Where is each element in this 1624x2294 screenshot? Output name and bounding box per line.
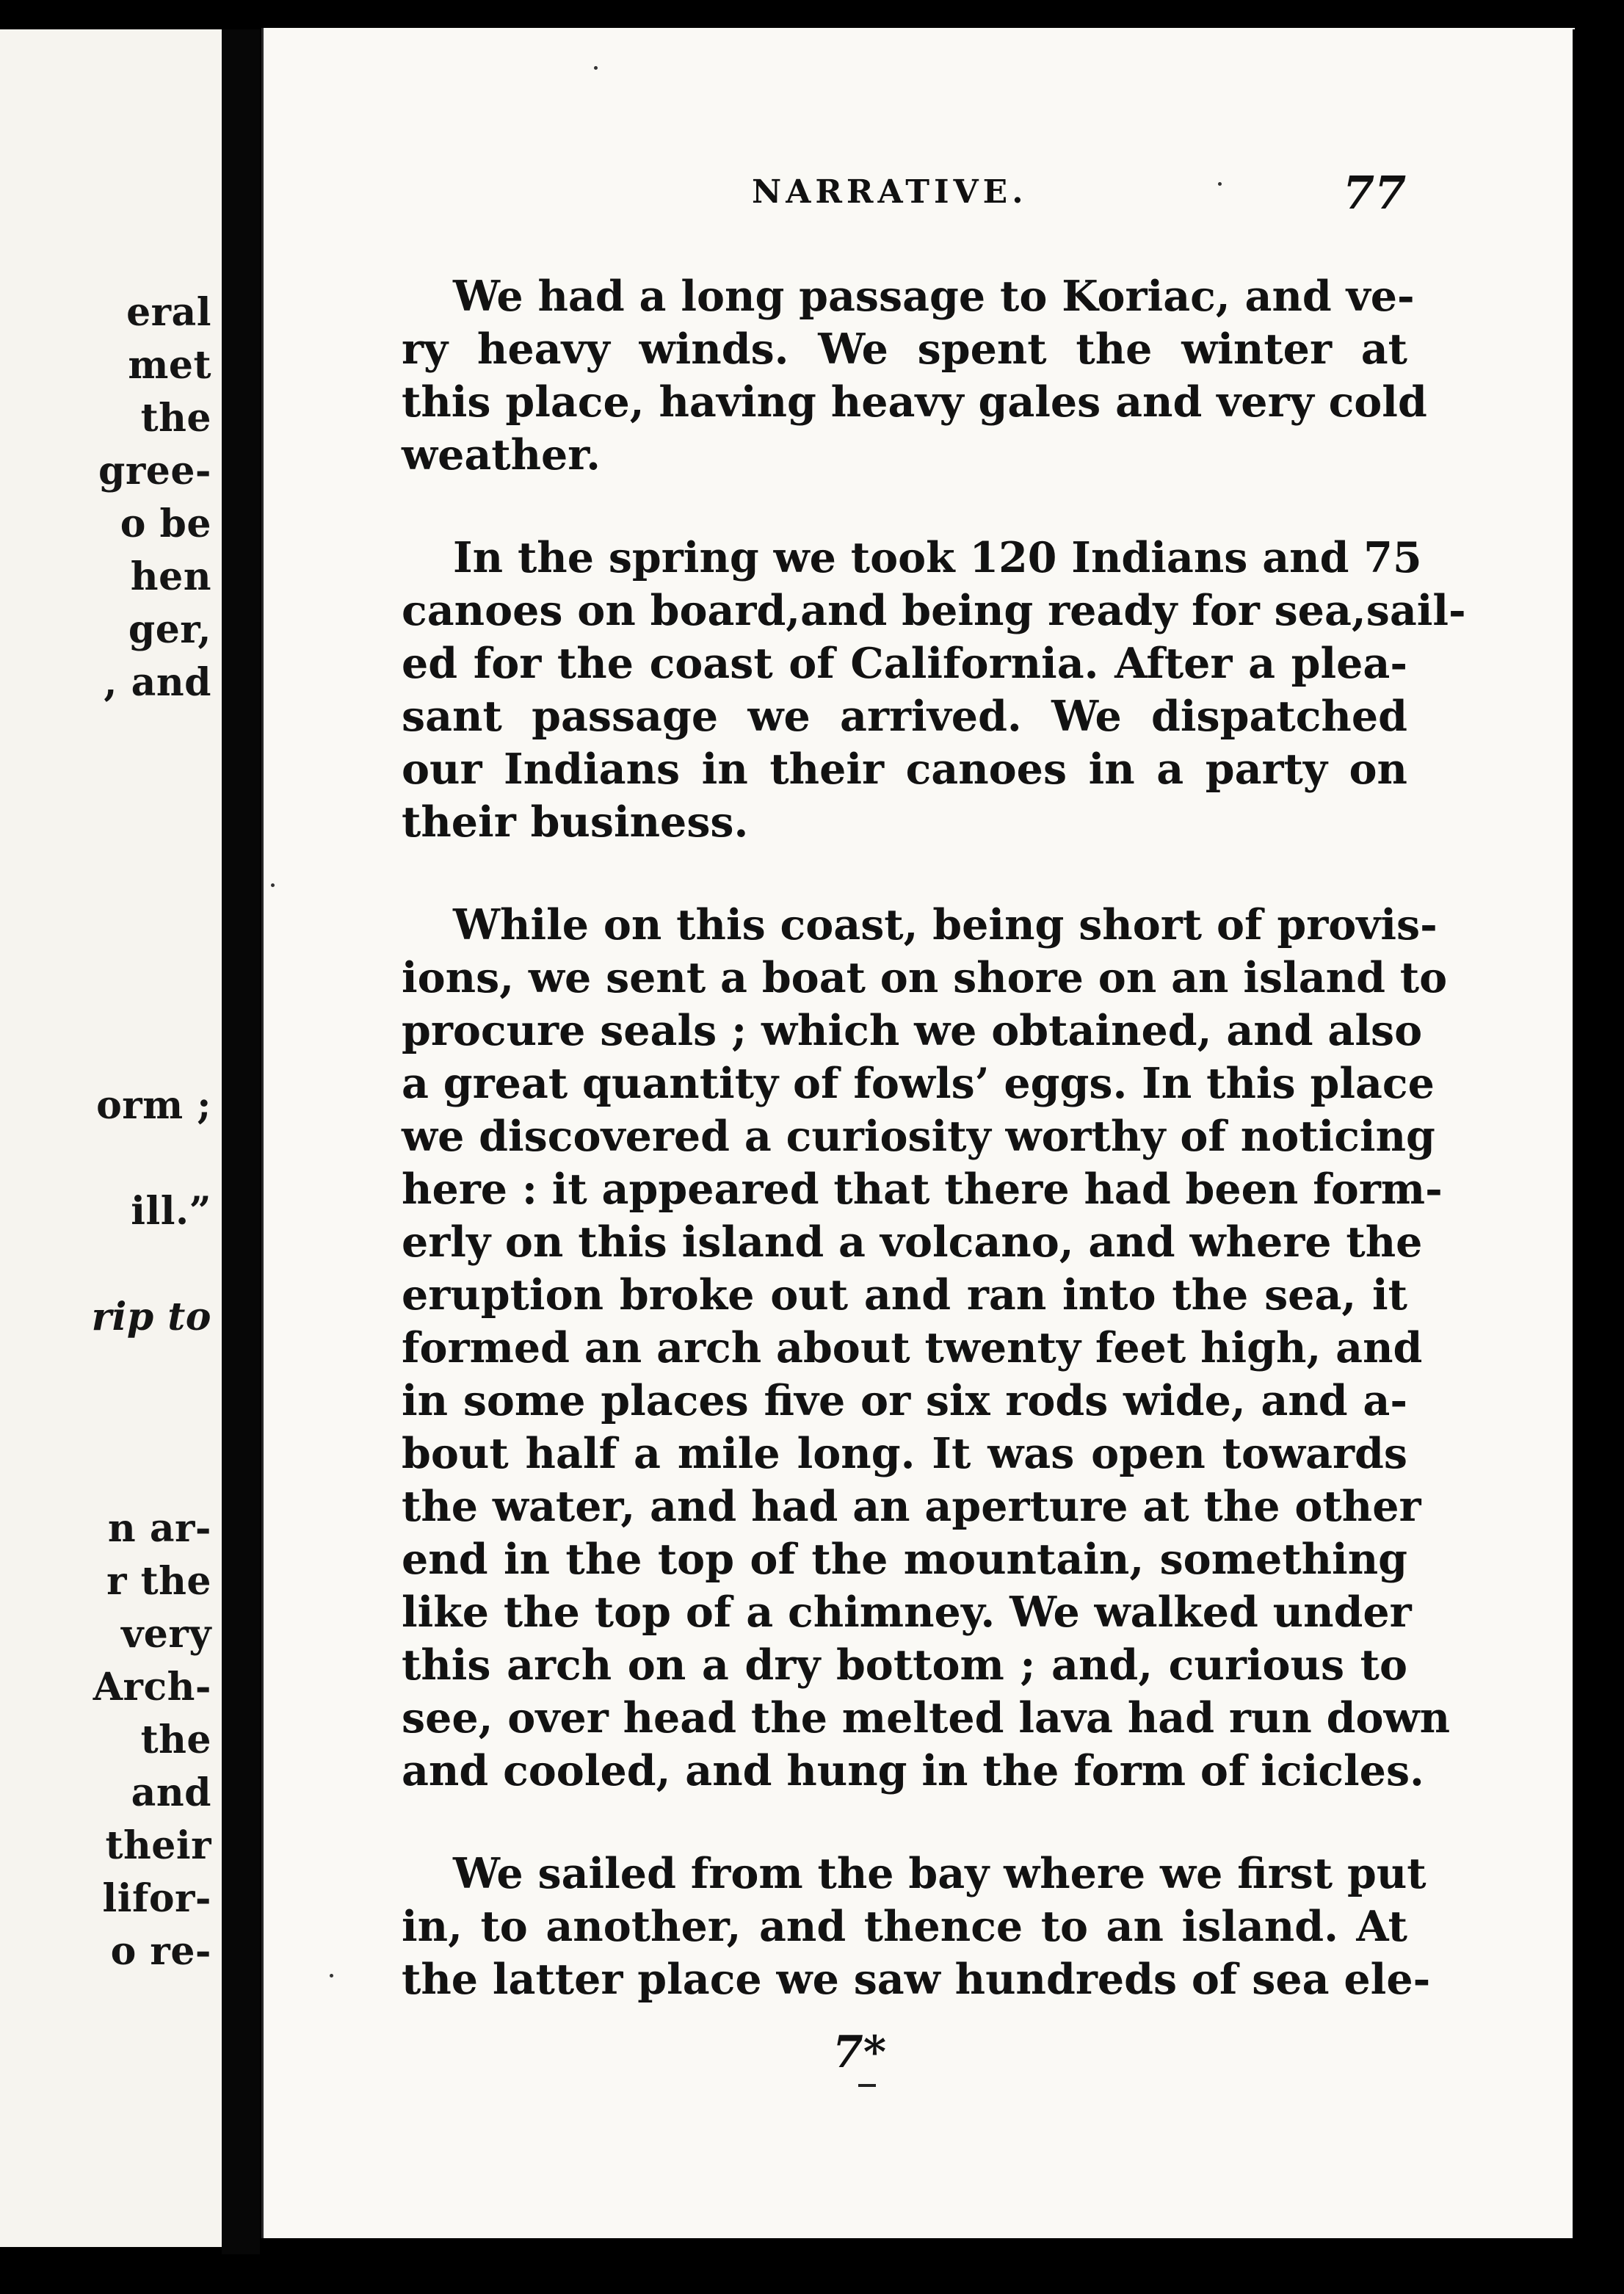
text-line: erly on this island a volcano, and where the bbox=[402, 1217, 1423, 1267]
scan-border bbox=[1573, 29, 1624, 2247]
left-line: ger, bbox=[128, 607, 211, 652]
text-line: canoes on board,and being ready for sea,sail- bbox=[402, 586, 1466, 635]
left-line: rip to bbox=[91, 1295, 211, 1339]
running-title: NARRATIVE. bbox=[752, 173, 1028, 211]
left-line: hen bbox=[130, 554, 211, 599]
text-line: here : it appeared that there had been form- bbox=[402, 1165, 1443, 1214]
left-line: lifor- bbox=[102, 1876, 211, 1921]
text-line: ed for the coast of California. After a plea- bbox=[402, 639, 1407, 688]
text-line: end in the top of the mountain, something bbox=[402, 1535, 1407, 1584]
paragraph bbox=[402, 270, 1427, 482]
text-line: eruption broke out and ran into the sea, it bbox=[402, 1270, 1407, 1320]
right-page bbox=[261, 28, 1575, 2238]
left-line: Arch- bbox=[93, 1665, 211, 1709]
left-line: and bbox=[131, 1770, 211, 1815]
paper-speck bbox=[1218, 182, 1222, 186]
text-line: the latter place we saw hundreds of sea ele- bbox=[402, 1955, 1431, 2004]
text-line: formed an arch about twenty feet high, and bbox=[402, 1323, 1423, 1372]
left-line: gree- bbox=[98, 449, 211, 493]
text-line: the water, and had an aperture at the other bbox=[402, 1482, 1421, 1531]
text-line: While on this coast, being short of provis- bbox=[453, 900, 1438, 949]
text-line: weather. bbox=[402, 430, 601, 480]
paragraph bbox=[402, 899, 1451, 1798]
signature-dash bbox=[858, 2084, 876, 2087]
left-line: orm ; bbox=[96, 1083, 211, 1128]
paper-speck bbox=[330, 1974, 333, 1978]
text-line: we discovered a curiosity worthy of noticing bbox=[402, 1112, 1435, 1161]
text-line: We sailed from the bay where we first put bbox=[453, 1849, 1427, 1898]
text-line: this place, having heavy gales and very cold bbox=[402, 377, 1427, 427]
left-page bbox=[0, 29, 222, 2247]
paragraph bbox=[402, 1848, 1431, 2006]
book-gutter bbox=[222, 29, 260, 2254]
left-line: their bbox=[105, 1823, 211, 1868]
text-line: ry heavy winds. We spent the winter at bbox=[402, 325, 1407, 374]
paper-speck bbox=[594, 66, 598, 70]
page-header bbox=[264, 166, 1575, 232]
paper-speck bbox=[271, 883, 275, 887]
text-line: see, over head the melted lava had run down bbox=[402, 1693, 1451, 1743]
left-line: the bbox=[140, 396, 211, 441]
text-line: In the spring we took 120 Indians and 75 bbox=[453, 533, 1422, 582]
paragraph bbox=[402, 532, 1466, 849]
text-line: our Indians in their canoes in a party on bbox=[402, 745, 1407, 794]
text-line: procure seals ; which we obtained, and also bbox=[402, 1006, 1423, 1055]
left-line: o be bbox=[120, 502, 211, 546]
text-line: bout half a mile long. It was open towards bbox=[402, 1429, 1407, 1478]
text-line: sant passage we arrived. We dispatched bbox=[402, 692, 1407, 741]
left-line: , and bbox=[104, 660, 211, 705]
text-line: ions, we sent a boat on shore on an island to bbox=[402, 953, 1448, 1002]
left-line: o re- bbox=[110, 1929, 211, 1974]
text-line: in some places five or six rods wide, and a- bbox=[402, 1376, 1407, 1425]
text-line: their business. bbox=[402, 797, 749, 847]
body-text bbox=[402, 270, 1466, 2056]
text-line: like the top of a chimney. We walked under bbox=[402, 1588, 1412, 1637]
left-line: the bbox=[140, 1718, 211, 1762]
page-number: 77 bbox=[1343, 166, 1407, 220]
text-line: this arch on a dry bottom ; and, curious to bbox=[402, 1640, 1407, 1690]
left-line: eral bbox=[126, 290, 211, 335]
text-line: We had a long passage to Koriac, and ve- bbox=[453, 272, 1415, 321]
left-line: very bbox=[121, 1612, 211, 1657]
left-line: ill.” bbox=[131, 1189, 211, 1234]
signature-mark: 7* bbox=[833, 2027, 887, 2078]
left-line: met bbox=[128, 343, 211, 388]
left-line: n ar- bbox=[107, 1506, 211, 1551]
left-line: r the bbox=[106, 1559, 211, 1604]
text-line: in, to another, and thence to an island. At bbox=[402, 1902, 1407, 1951]
text-line: a great quantity of fowls’ eggs. In this place bbox=[402, 1059, 1435, 1108]
text-line: and cooled, and hung in the form of icicles. bbox=[402, 1746, 1424, 1795]
